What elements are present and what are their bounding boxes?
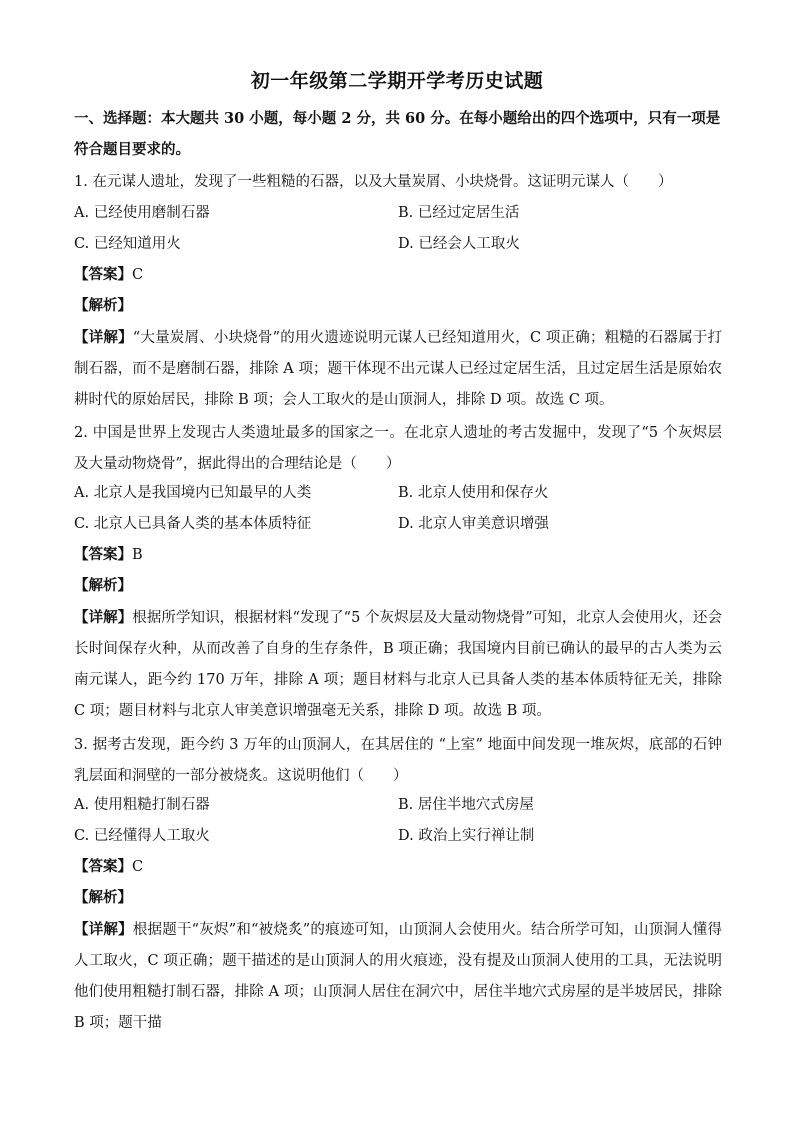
question-1-detail	[74, 322, 722, 416]
answer-value: B	[132, 547, 143, 563]
page-title: 初一年级第二学期开学考历史试题	[250, 70, 544, 92]
answer-label: 【答案】	[74, 266, 132, 283]
question-2-option-b: B. 北京人使用和保存火	[398, 485, 549, 501]
question-3-option-d: D. 政治上实行禅让制	[398, 828, 535, 844]
question-3-analysis	[74, 888, 724, 908]
detail-label: 【详解】	[74, 921, 133, 938]
detail-text: 根据题干“灰烬”和“被烧炙”的痕迹可知，山顶洞人会使用火。结合所学可知，山顶洞人懂得人工取火，C 项正确；题干描述的是山顶洞人的用火痕迹，没有提及山顶洞人使用的工具，无法说明他们使用粗糙打制石器，排除 A 项；山顶洞人居住在洞穴中，居住半地穴式房屋的是半坡居民，排除 B 项；题干描	[74, 922, 723, 1031]
question-3-option-b: B. 居住半地穴式房屋	[398, 797, 534, 813]
answer-value: C	[132, 859, 144, 875]
question-1-option-b: B. 已经过定居生活	[398, 205, 520, 221]
question-3-option-c: C. 已经懂得人工取火	[74, 828, 210, 844]
question-2-detail	[74, 602, 722, 727]
question-3-detail	[74, 914, 722, 1039]
question-1-stem: 1. 在元谋人遗址，发现了一些粗糙的石器，以及大量炭屑、小块烧骨。这证明元谋人（ ）	[74, 174, 673, 190]
question-3-answer	[74, 857, 724, 877]
detail-text: 根据所学知识，根据材料“发现了“5 个灰烬层及大量动物烧骨”可知，北京人会使用火，还会长时间保存火种，从而改善了自身的生存条件，B 项正确；我国境内目前已确认的最早的古人类为云南元谋人，距今约 170 万年，排除 A 项；题目材料与北京人已具备人类的基本体质特征无关，排除 C 项；题目材料与北京人审美意识增强毫无关系，排除 D 项。故选 B 项。	[74, 610, 722, 719]
detail-label: 【详解】	[74, 329, 133, 346]
question-2-stem: 2. 中国是世界上发现古人类遗址最多的国家之一。在北京人遗址的考古发掘中，发现了“5 个灰烬层及大量动物烧骨”，据此得出的合理结论是（ ）	[74, 425, 722, 472]
question-2-option-c: C. 北京人已具备人类的基本体质特征	[74, 516, 312, 532]
question-2-analysis	[74, 576, 724, 596]
question-1-option-d: D. 已经会人工取火	[398, 236, 520, 252]
question-1-answer	[74, 265, 724, 285]
answer-label: 【答案】	[74, 858, 132, 875]
question-3-option-a: A. 使用粗糙打制石器	[74, 797, 210, 813]
question-2-option-a: A. 北京人是我国境内已知最早的人类	[74, 485, 312, 501]
question-1-option-a: A. 已经使用磨制石器	[74, 205, 210, 221]
question-1-option-c: C. 已经知道用火	[74, 236, 181, 252]
answer-label: 【答案】	[74, 546, 132, 563]
question-2-option-d: D. 北京人审美意识增强	[398, 516, 549, 532]
analysis-label: 【解析】	[74, 297, 132, 314]
question-3-stem: 3. 据考古发现，距今约 3 万年的山顶洞人，在其居住的 “上室” 地面中间发现一堆灰烬，底部的石钟乳层面和洞壁的一部分被烧炙。这说明他们（ ）	[74, 737, 722, 784]
question-2-answer	[74, 545, 724, 565]
question-1-analysis	[74, 296, 724, 316]
answer-value: C	[132, 267, 144, 283]
analysis-label: 【解析】	[74, 577, 132, 594]
detail-label: 【详解】	[74, 609, 133, 626]
analysis-label: 【解析】	[74, 889, 132, 906]
section-heading: 一、选择题：本大题共 30 小题，每小题 2 分，共 60 分。在每小题给出的四个选项中，只有一项是符合题目要求的。	[74, 110, 721, 158]
detail-text: “大量炭屑、小块烧骨”的用火遗迹说明元谋人已经知道用火，C 项正确；粗糙的石器属于打制石器，而不是磨制石器，排除 A 项；题干体现不出元谋人已经过定居生活，且过定居生活是原始农耕时代的原始居民，排除 B 项；会人工取火的是山顶洞人，排除 D 项。故选 C 项。	[74, 330, 723, 408]
